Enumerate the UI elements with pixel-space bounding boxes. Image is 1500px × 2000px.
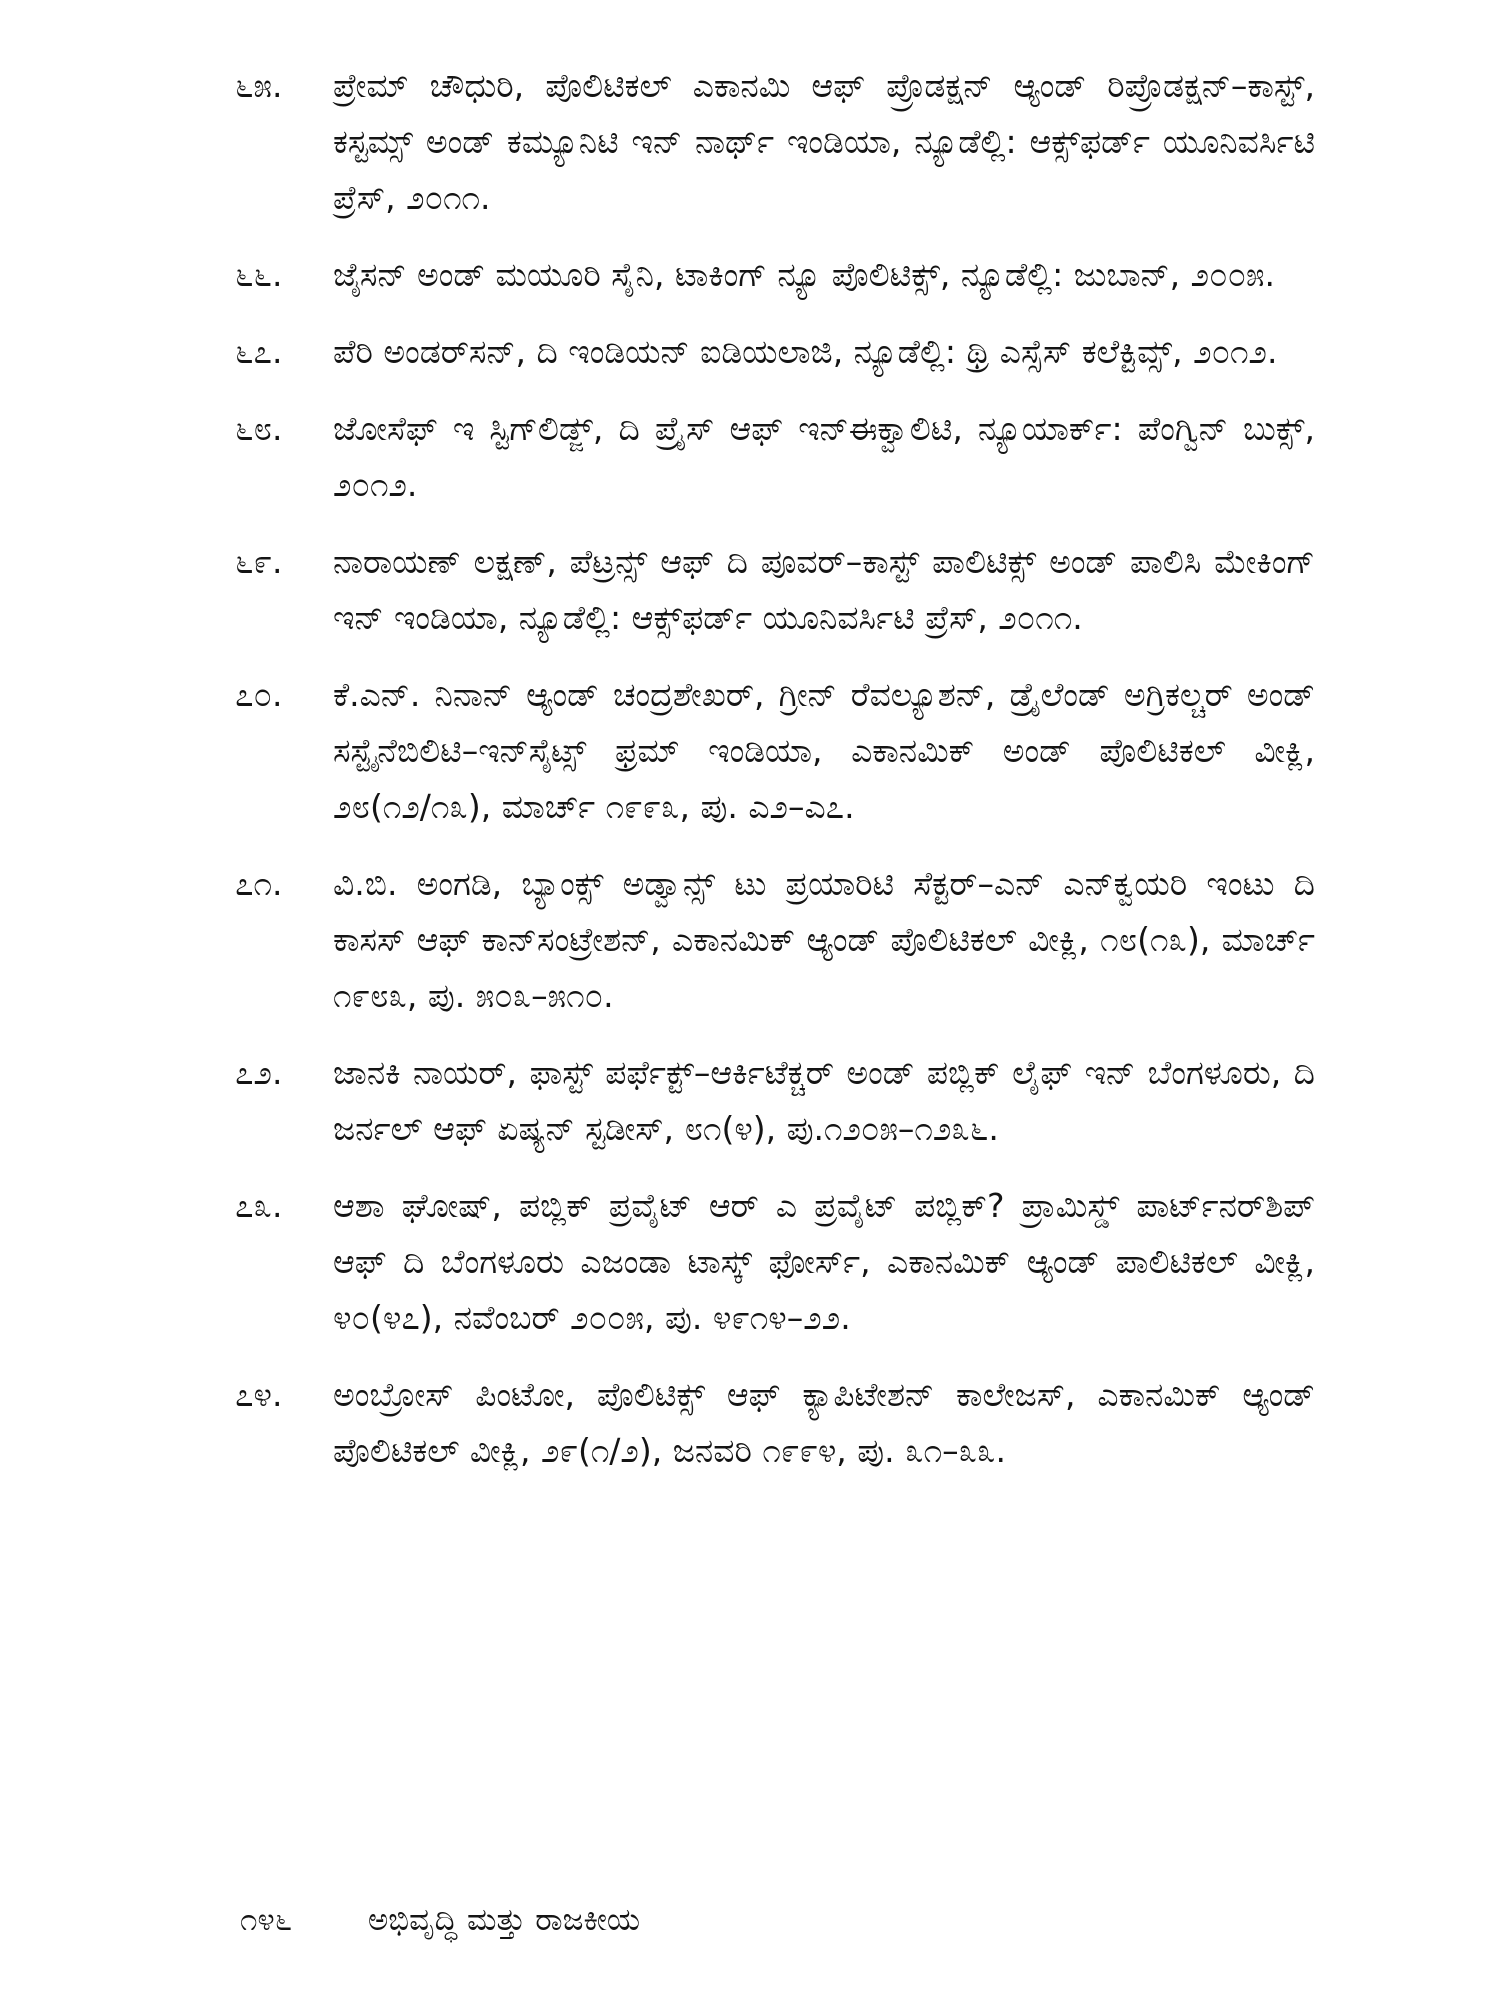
reference-text: ಪ್ರೇಮ್ ಚೌಧುರಿ, ಪೊಲಿಟಿಕಲ್ ಎಕಾನಮಿ ಆಫ್ ಪ್ರೊಡಕ್ಷನ್ ಆ್ಯಂಡ್ ರಿಪ್ರೊಡಕ್ಷನ್–ಕಾಸ್ಟ್, ಕಸ್ಟಮ್ಸ್ ಅಂಡ್ ಕಮ್ಯೂನಿಟಿ ಇನ್ ನಾರ್ಥ್ ಇಂಡಿಯಾ, ನ್ಯೂಡೆಲ್ಲಿ: ಆಕ್ಸ್‌ಫರ್ಡ್ ಯೂನಿವರ್ಸಿಟಿ ಪ್ರೆಸ್, ೨೦೧೧. xyxy=(333,66,1315,217)
page-footer xyxy=(240,1898,640,1942)
reference-item xyxy=(235,247,1315,303)
running-title: ಅಭಿವೃದ್ಧಿ ಮತ್ತು ರಾಜಕೀಯ xyxy=(367,1902,641,1938)
reference-item xyxy=(235,58,1315,226)
reference-text: ಆಶಾ ಘೋಷ್, ಪಬ್ಲಿಕ್ ಪ್ರವೈಟ್ ಆರ್ ಎ ಪ್ರವೈಟ್ ಪಬ್ಲಿಕ್? ಪ್ರಾಮಿಸ್ಡ್ ಪಾರ್ಟ್‌ನರ್‌ಶಿಪ್ ಆಫ್ ದಿ ಬೆಂಗಳೂರು ಎಜಂಡಾ ಟಾಸ್ಕ್ ಫೋರ್ಸ್, ಎಕಾನಮಿಕ್ ಆ್ಯಂಡ್ ಪಾಲಿಟಿಕಲ್ ವೀಕ್ಲಿ, ೪೦(೪೭), ನವೆಂಬರ್ ೨೦೦೫, ಪು. ೪೯೧೪–೨೨. xyxy=(333,1186,1315,1337)
reference-number: ೭೦. xyxy=(235,675,283,714)
reference-text: ನಾರಾಯಣ್ ಲಕ್ಷಣ್, ಪೆಟ್ರನ್ಸ್ ಆಫ್ ದಿ ಪೂವರ್–ಕಾಸ್ಟ್ ಪಾಲಿಟಿಕ್ಸ್ ಅಂಡ್ ಪಾಲಿಸಿ ಮೇಕಿಂಗ್ ಇನ್ ಇಂಡಿಯಾ, ನ್ಯೂಡೆಲ್ಲಿ: ಆಕ್ಸ್‌ಫರ್ಡ್ ಯೂನಿವರ್ಸಿಟಿ ಪ್ರೆಸ್, ೨೦೧೧. xyxy=(333,542,1315,637)
reference-number: ೭೨. xyxy=(235,1053,283,1092)
reference-item xyxy=(235,1045,1315,1157)
reference-number: ೬೮. xyxy=(235,409,283,448)
reference-item xyxy=(235,667,1315,835)
reference-list xyxy=(235,58,1315,1500)
reference-item xyxy=(235,534,1315,646)
reference-number: ೭೩. xyxy=(235,1186,283,1225)
reference-number: ೬೭. xyxy=(235,332,283,371)
reference-number: ೬೯. xyxy=(235,542,283,581)
reference-item xyxy=(235,856,1315,1024)
reference-item xyxy=(235,1367,1315,1479)
reference-text: ಜಾನಕಿ ನಾಯರ್, ಫಾಸ್ಟ್ ಪರ್ಫೆಕ್ಟ್–ಆರ್ಕಿಟೆಕ್ಚರ್ ಅಂಡ್ ಪಬ್ಲಿಕ್ ಲೈಫ್ ಇನ್ ಬೆಂಗಳೂರು, ದಿ ಜರ್ನಲ್ ಆಫ್ ಏಷ್ಯನ್ ಸ್ಟಡೀಸ್, ೮೧(೪), ಪು.೧೨೦೫–೧೨೩೬. xyxy=(333,1053,1315,1148)
reference-text: ಜೋಸೆಫ್ ಇ ಸ್ಟಿಗ್‌ಲಿಡ್ಜ್, ದಿ ಪ್ರೈಸ್ ಆಫ್ ಇನ್‌ಈಕ್ವಾಲಿಟಿ, ನ್ಯೂಯಾರ್ಕ್: ಪೆಂಗ್ವಿನ್ ಬುಕ್ಸ್, ೨೦೧೨. xyxy=(333,409,1315,504)
reference-number: ೭೧. xyxy=(235,864,283,903)
reference-text: ಅಂಬ್ರೋಸ್ ಪಿಂಟೋ, ಪೊಲಿಟಿಕ್ಸ್ ಆಫ್ ಕ್ಯಾಪಿಟೇಶನ್ ಕಾಲೇಜಸ್, ಎಕಾನಮಿಕ್ ಆ್ಯಂಡ್ ಪೊಲಿಟಿಕಲ್ ವೀಕ್ಲಿ, ೨೯(೧/೨), ಜನವರಿ ೧೯೯೪, ಪು. ೩೧–೩೩. xyxy=(333,1375,1315,1470)
reference-text: ಕೆ.ಎನ್. ನಿನಾನ್ ಆ್ಯಂಡ್ ಚಂದ್ರಶೇಖರ್, ಗ್ರೀನ್ ರೆವಲ್ಯೂಶನ್, ಡ್ರೈಲೆಂಡ್ ಅಗ್ರಿಕಲ್ಚರ್ ಅಂಡ್ ಸಸ್ಟೈನೆಬಿಲಿಟಿ–ಇನ್‌ಸೈಟ್ಸ್ ಫ್ರಮ್ ಇಂಡಿಯಾ, ಎಕಾನಮಿಕ್ ಅಂಡ್ ಪೊಲಿಟಿಕಲ್ ವೀಕ್ಲಿ, ೨೮(೧೨/೧೩), ಮಾರ್ಚ್ ೧೯೯೩, ಪು. ಎ೨–ಎ೭. xyxy=(333,675,1315,826)
reference-item xyxy=(235,401,1315,513)
page-number: ೧೪೬ xyxy=(240,1902,293,1938)
reference-text: ಪೆರಿ ಅಂಡರ್‌ಸನ್, ದಿ ಇಂಡಿಯನ್ ಐಡಿಯಲಾಜಿ, ನ್ಯೂಡೆಲ್ಲಿ: ಥ್ರಿ ಎಸ್ಸೆಸ್ ಕಲೆಕ್ಟಿವ್ಸ್, ೨೦೧೨. xyxy=(333,332,1278,371)
reference-number: ೬೫. xyxy=(235,66,283,105)
reference-item xyxy=(235,1178,1315,1346)
reference-text: ಜೈಸನ್ ಅಂಡ್ ಮಯೂರಿ ಸೈನಿ, ಟಾಕಿಂಗ್ ನ್ಯೂ ಪೊಲಿಟಿಕ್ಸ್, ನ್ಯೂಡೆಲ್ಲಿ: ಜುಬಾನ್, ೨೦೦೫. xyxy=(333,255,1276,294)
reference-number: ೬೬. xyxy=(235,255,283,294)
reference-text: ವಿ.ಬಿ. ಅಂಗಡಿ, ಬ್ಯಾಂಕ್ಸ್ ಅಡ್ವಾನ್ಸ್ ಟು ಪ್ರಯಾರಿಟಿ ಸೆಕ್ಟರ್–ಎನ್ ಎನ್‌ಕ್ವಯರಿ ಇಂಟು ದಿ ಕಾಸಸ್ ಆಫ್ ಕಾನ್‌ಸಂಟ್ರೇಶನ್, ಎಕಾನಮಿಕ್ ಆ್ಯಂಡ್ ಪೊಲಿಟಿಕಲ್ ವೀಕ್ಲಿ, ೧೮(೧೩), ಮಾರ್ಚ್ ೧೯೮೩, ಪು. ೫೦೩–೫೧೦. xyxy=(333,864,1315,1015)
reference-item xyxy=(235,324,1315,380)
reference-number: ೭೪. xyxy=(235,1375,283,1414)
